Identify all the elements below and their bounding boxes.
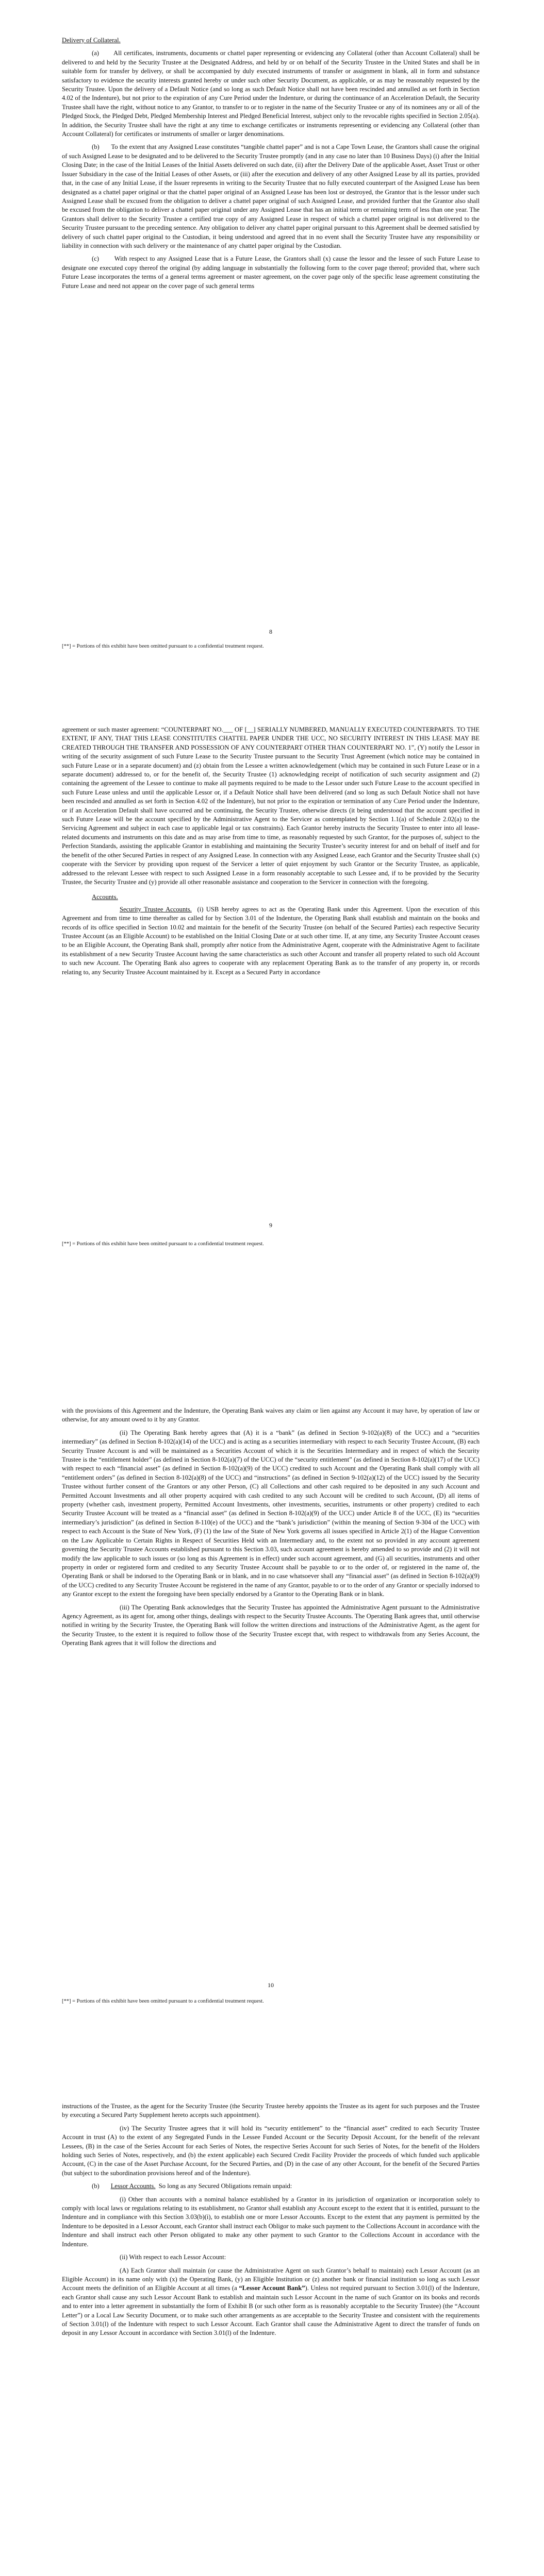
paragraph-a: [62, 49, 480, 139]
confidential-footnote: [**] = Portions of this exhibit have been omitted pursuant to a confidential treatment request.: [62, 1241, 264, 1247]
paragraph-label: (b): [92, 143, 100, 151]
paragraph-label: (a): [92, 49, 99, 57]
paragraph-text: (i) USB hereby agrees to act as the Operating Bank under this Agreement. Upon the execution of this Agreement and from time to time thereafter as called for by Section 3.01 of the Indenture, the Operating Bank shall establish and maintain on the books and records of its office specified in Section 10.02 and maintain for the benefit of the Security Trustee (on behalf of the Secured Parties) each respective Security Trustee Account (as an Eligible Account) to be established on the Initial Closing Date or at such other time. If, at any time, any Security Trustee Account ceases to be an Eligible Account, the Operating Bank shall, promptly after notice from the Administrative Agent, cooperate with the Administrative Agent to facilitate its establishment of a new Security Trustee Account having the same characteristics as such other Account and transfer all property related to such old Account to such new Account. The Operating Bank also agrees to cooperate with any replacement Operating Bank as to the transfer of any property in, or records relating to, any Security Trustee Account maintained by it. Except as a Secured Party in accordance: [62, 905, 480, 976]
page-11: [62, 2102, 480, 2338]
page-number: 9: [269, 1222, 272, 1229]
paragraph-text: With respect to any Assigned Lease that is a Future Lease, the Grantors shall (x) cause the lessor and the lessee of such Future Lease to designate one executed copy thereof the original (by adding language in substantially the following form to the cover page thereof; provided that, where such Future Lease incorporates the terms of a general terms agreement or master agreement, on the cover page only of the specific lease agreement constituting the Future Lease and need not appear on the cover page of such general terms: [62, 255, 480, 290]
accounts-title: Accounts.: [92, 893, 118, 901]
page-10: [62, 1406, 480, 2004]
paragraph-b-ii-a: [62, 2266, 480, 2338]
paragraph-b-i: (i) Other than accounts with a nominal balance established by a Grantor in its jurisdiction of organization or incorporation solely to comply with local laws or regulations relating to its establishment, no Grantor shall establish any Account except to the extent that it is entitled, pursuant to the Indenture and in compliance with this Section 3.03(b)(i), to establish one or more Lessor Accounts. Except to the extent that any payment is permitted by the Indenture to be deposited in a Lessor Account, each Grantor shall instruct each Obligor to make such payment to the Collections Account in accordance with the Indenture and shall instruct each other Person obligated to make any other payment to such Grantor to the Collections Account in accordance with the Indenture.: [62, 2195, 480, 2248]
paragraph-iii: (iii) The Operating Bank acknowledges that the Security Trustee has appointed the Administrative Agent pursuant to the Administrative Agency Agreement, as its agent for, among other things, dealings with respect to the Security Trustee Accounts. The Operating Bank agrees that, until otherwise notified in writing by the Security Trustee, the Operating Bank will follow the written directions and instructions of the Administrative Agent, as the agent for the Security Trustee, to the extent it is required to follow those of the Security Trustee except that, with respect to withdrawals from any Series Account, the Operating Bank agrees that it will follow the directions and: [62, 1603, 480, 1647]
paragraph-label: (b): [92, 2182, 100, 2190]
paragraph-b-ii: (ii) With respect to each Lessor Account:: [120, 2253, 226, 2261]
continued-paragraph: with the provisions of this Agreement and the Indenture, the Operating Bank waives any claim or lien against any Account it may have, by operation of law or otherwise, for any amount owed to it by any Grantor.: [62, 1407, 480, 1423]
paragraph-label: (c): [92, 255, 99, 263]
paragraph-iv: (iv) The Security Trustee agrees that it will hold its “security entitlement” to the “financial asset” credited to each Security Trustee Account in trust (A) to the extent of any Segregated Funds in the Lessee Funded Account or the Security Deposit Account, for the benefit of the relevant Lessees, (B) in the case of the Series Account for each Series of Notes, the respective Series Account for such Series of Notes, for the benefit of the Holders holding such Series of Notes, respectively, and (b) the extent applicable) each Secured Credit Facility Provider the proceeds of which funded such applicable Account, (C) in the case of the Asset Purchase Account, for the Secured Parties, and (D) in the case of any other Account, for the benefit of the Secured Parties (but subject to the subordination provisions hereof and of the Indenture).: [62, 2124, 480, 2177]
page-number: 10: [268, 1981, 274, 1989]
paragraph-title: Lessor Accounts.: [110, 2182, 156, 2190]
continued-paragraph: agreement or such master agreement: “COUNTERPART NO.___ OF [__] SERIALLY NUMBERED, MANUALLY EXECUTED COUNTERPARTS. TO THE EXTENT, IF ANY, THAT THIS LEASE CONSTITUTES CHATTEL PAPER UNDER THE UCC, NO SECURITY INTEREST IN THIS LEASE MAY BE CREATED THROUGH THE TRANSFER AND POSSESSION OF ANY COUNTERPART OTHER THAN COUNTERPART NO. 1”, (Y) notify the Lessor in writing of the security assignment of such Future Lease to the Security Trustee pursuant to the Security Trust Agreement (which notice may be contained in such Future Lease or in a separate document) and (z) obtain from the Lessee a written acknowledgement (which may be contained in such Future Lease or in a separate document) addressed to, or for the benefit of, the Security Trustee (1) acknowledging receipt of notification of such security assignment and (2) containing the agreement of the Lessee to continue to make all payments required to be made to the Lessor under such Future Lease to the account specified in such Future Lease unless and until the applicable Lessor or, if a Default Notice shall have been delivered (and so long as such Default Notice shall not have been rescinded and annulled as set forth in Section 4.02 of the Indenture), but not prior to the expiration or termination of any Cure Period under the Indenture, or if an Acceleration Default shall have occurred and be continuing, the Security Trustee, otherwise directs (it being understood that the account specified in such Future Lease will be the account specified by the Administrative Agent to the Servicer as contemplated by Section 1.1(a) of Schedule 2.02(a) to the Servicing Agreement and subject in each case to applicable legal or tax constraints). Each Grantor hereby instructs the Security Trustee to enter into all lease-related documents and instruments on this date and as may arise from time to time, as reasonably requested by such Grantor, for the purposes of, subject to the Perfection Standards, assisting the applicable Grantor in establishing and maintaining the Security Trustee’s security interest for and on behalf of itself and for the benefit of the other Secured Parties in respect of any Assigned Lease. In connection with any Assigned Lease, each Grantor and the Security Trustee shall (x) cooperate with the Servicer by providing upon request of the Servicer a letter of quiet enjoyment by such Grantor or the Security Trustee, as applicable, addressed to the relevant Lessee with respect to such Assigned Lease in a form reasonably acceptable to such Lessee and, if to be provided by the Security Trustee, the Security Trustee and (y) provide all other reasonable assistance and cooperation to the Servicer in connection with the foregoing.: [62, 726, 480, 886]
paragraph-title: Security Trustee Accounts.: [120, 905, 192, 913]
paragraph-b: [62, 143, 480, 250]
section-heading: Delivery of Collateral.: [62, 37, 121, 44]
paragraph-i: [62, 905, 480, 977]
paragraph-text: All certificates, instruments, documents or chattel paper representing or evidencing any Collateral (other than Account Collateral) shall be delivered to and held by the Security Trustee at the Designated Address, and held by or on behalf of the Security Trustee in the United States and shall be in suitable form for transfer by delivery, or shall be accompanied by duly executed instruments of transfer or assignment in blank, all in form and substance satisfactory to evidence the security interests granted hereby or under such other Security Document, as applicable, or as may be reasonably requested by the Security Trustee. Upon the delivery of a Default Notice (and so long as such Default Notice shall not have been rescinded and annulled as set forth in Section 4.02 of the Indenture), but not prior to the expiration of any Cure Period under the Indenture, or during the continuance of an Acceleration Default, the Security Trustee shall have the right, without notice to any Grantor, to transfer to or to register in the name of the Security Trustee or any of its nominees any or all of the Pledged Stock, the Pledged Debt, Pledged Membership Interest and Pledged Beneficial Interest, subject only to the revocable rights specified in Section 2.05(a). In addition, the Security Trustee shall have the right at any time to exchange certificates or instruments representing or evidencing any Collateral (other than Account Collateral) for certificates or instruments of smaller or larger denominations.: [62, 49, 480, 138]
paragraph-text: ). Unless not required pursuant to Section 3.01(l) of the Indenture, each Grantor shall cause any such Lessor Account Bank to establish and maintain such Lessor Account in the name of such Grantor on its books and records and to enter into a letter agreement in substantially the form of Exhibit B (or such other form as is reasonably acceptable to the Security Trustee) (the “Account Letter”) or a Local Law Security Document, or to make such other arrangements as are acceptable to the Security Trustee and consistent with the requirements of Section 3.01(l) of the Indenture with respect to such Lessor Account. Each Grantor shall cause the Administrative Agent to direct the transfer of funds on deposit in any Lessor Account in accordance with Section 3.01(l) of the Indenture.: [62, 2284, 480, 2337]
page-number: 8: [269, 628, 272, 635]
confidential-footnote: [**] = Portions of this exhibit have been omitted pursuant to a confidential treatment request.: [62, 1998, 264, 2004]
confidential-footnote: [**] = Portions of this exhibit have been omitted pursuant to a confidential treatment request.: [62, 643, 264, 649]
paragraph-text: To the extent that any Assigned Lease constitutes “tangible chattel paper” and is not a Cape Town Lease, the Grantors shall cause the original of such Assigned Lease to be designated and to be delivered to the Security Trustee promptly (and in any case no later than 10 Business Days) (i) after the Initial Closing Date; in the case of the Initial Leases of the Initial Assets delivered on such date, (ii) after the Delivery Date of the applicable Asset, Asset Trust or other Issuer Subsidiary in the case of the Initial Leases of other Assets, or (iii) after the execution and delivery of any other Assigned Lease by all its parties, provided that, in the case of any Initial Lease, if the Issuer represents in writing to the Security Trustee that no fully executed counterpart of the Assigned Lease has been designated as a chattel paper original or that the chattel paper original of an Assigned Lease has been lost or destroyed, the Grantor that is the lessor under such Assigned Lease shall be excused from the obligation to deliver a chattel paper original of such Assigned Lease, and provided further that the Grantor also shall be excused from the obligation to deliver a chattel paper original under any Assigned Lease that has an initial term or remaining term of less than one year. The Grantors shall deliver to the Security Trustee a certified true copy of any Assigned Lease in respect of which a chattel paper original is not delivered to the Security Trustee pursuant to the preceding sentence. Any obligation to deliver any chattel paper original pursuant to this Agreement shall be deemed satisfied by delivery of such chattel paper original to the Custodian, it being understood and agreed that in no event shall the Security Trustee have any responsibility or liability in connection with such delivery or the maintenance of any chattel paper original by the Custodian.: [62, 143, 480, 249]
paragraph-ii: (ii) The Operating Bank hereby agrees that (A) it is a “bank” (as defined in Section 9-102(a)(8) of the UCC) and a “securities intermediary” (as defined in Section 8-102(a)(14) of the UCC) and is acting as a securities intermediary with respect to each Security Trustee Account, (B) each Security Trustee Account is and will be maintained as a Securities Account of which it is the Securities Intermediary and in respect of which the Security Trustee is the “entitlement holder” (as defined in Section 8-102(a)(7) of the UCC) of the “security entitlement” (as defined in Section 8-102(a)(17) of the UCC) with respect to each “financial asset” (as defined in Section 8-102(a)(9) of the UCC) credited to such Account and the Operating Bank shall comply with all “entitlement orders” (as defined in Section 8-102(a)(8) of the UCC) and “instructions” (as defined in Section 9-102(a)(12) of the UCC) issued by the Security Trustee without further consent of the Grantors or any other Person, (C) all Collections and other cash required to be deposited in any such Account and Permitted Account Investments and all other property acquired with cash credited to any such Account will be credited to such Account, (D) all items of property (whether cash, investment property, Permitted Account Investments, other investments, securities, instruments or other property) credited to each Security Trustee Account will be treated as a “financial asset” (as defined in Section 8-102(a)(9) of the UCC) under Article 8 of the UCC, (E) its “securities intermediary’s jurisdiction” (as defined in Section 8-110(e) of the UCC) and the “bank’s jurisdiction” (within the meaning of Section 9-304 of the UCC) with respect to each Account is the State of New York, (F) (1) the law of the State of New York governs all issues specified in Article 2(1) of the Hague Convention on the Law Applicable to Certain Rights in Respect of Securities Held with an Intermediary and, to the extent not so provided in any account agreement governing the Security Trustee Accounts established pursuant to this Section 3.03, such account agreement is hereby amended to so provide and (2) it will not modify the law applicable to such issues or (so long as this Agreement is in effect) under such account agreement, and (G) all securities, instruments and other property in order or registered form and credited to any Security Trustee Account shall be payable to or to the order of, or registered in the name of, the Operating Bank or shall be indorsed to the Operating Bank or in blank, and in no case whatsoever shall any “financial asset” (as defined in Section 8-102(a)(9) of the UCC) credited to any Security Trustee Account be registered in the name of any Grantor, payable to or to the order of any Grantor or specially indorsed to any Grantor except to the extent the foregoing have been specially endorsed by a Grantor to the Operating Bank or in blank.: [62, 1429, 480, 1598]
continued-paragraph: instructions of the Trustee, as the agent for the Security Trustee (the Security Trustee hereby appoints the Trustee as its agent for such purposes and the Trustee by executing a Secured Party Supplement hereto accepts such appointment).: [62, 2103, 480, 2119]
paragraph-c: [62, 255, 480, 291]
page-9: [62, 725, 480, 1247]
paragraph-text: So long as any Secured Obligations remain unpaid:: [158, 2182, 292, 2190]
defined-term: “Lessor Account Bank”: [239, 2284, 305, 2292]
paragraph-b-lessor: [62, 2182, 480, 2191]
paragraph-text: (A) Each Grantor shall maintain (or cause the Administrative Agent on such Grantor’s behalf to maintain) each Lessor Account (as an Eligible Account) in its name only with (x) the Operating Bank, (y) an Eligible Institution or (z) another bank or financial institution so long as such Lessor Account meets the definition of an Eligible Account at all times (a: [62, 2266, 480, 2292]
page-8: [62, 36, 480, 649]
